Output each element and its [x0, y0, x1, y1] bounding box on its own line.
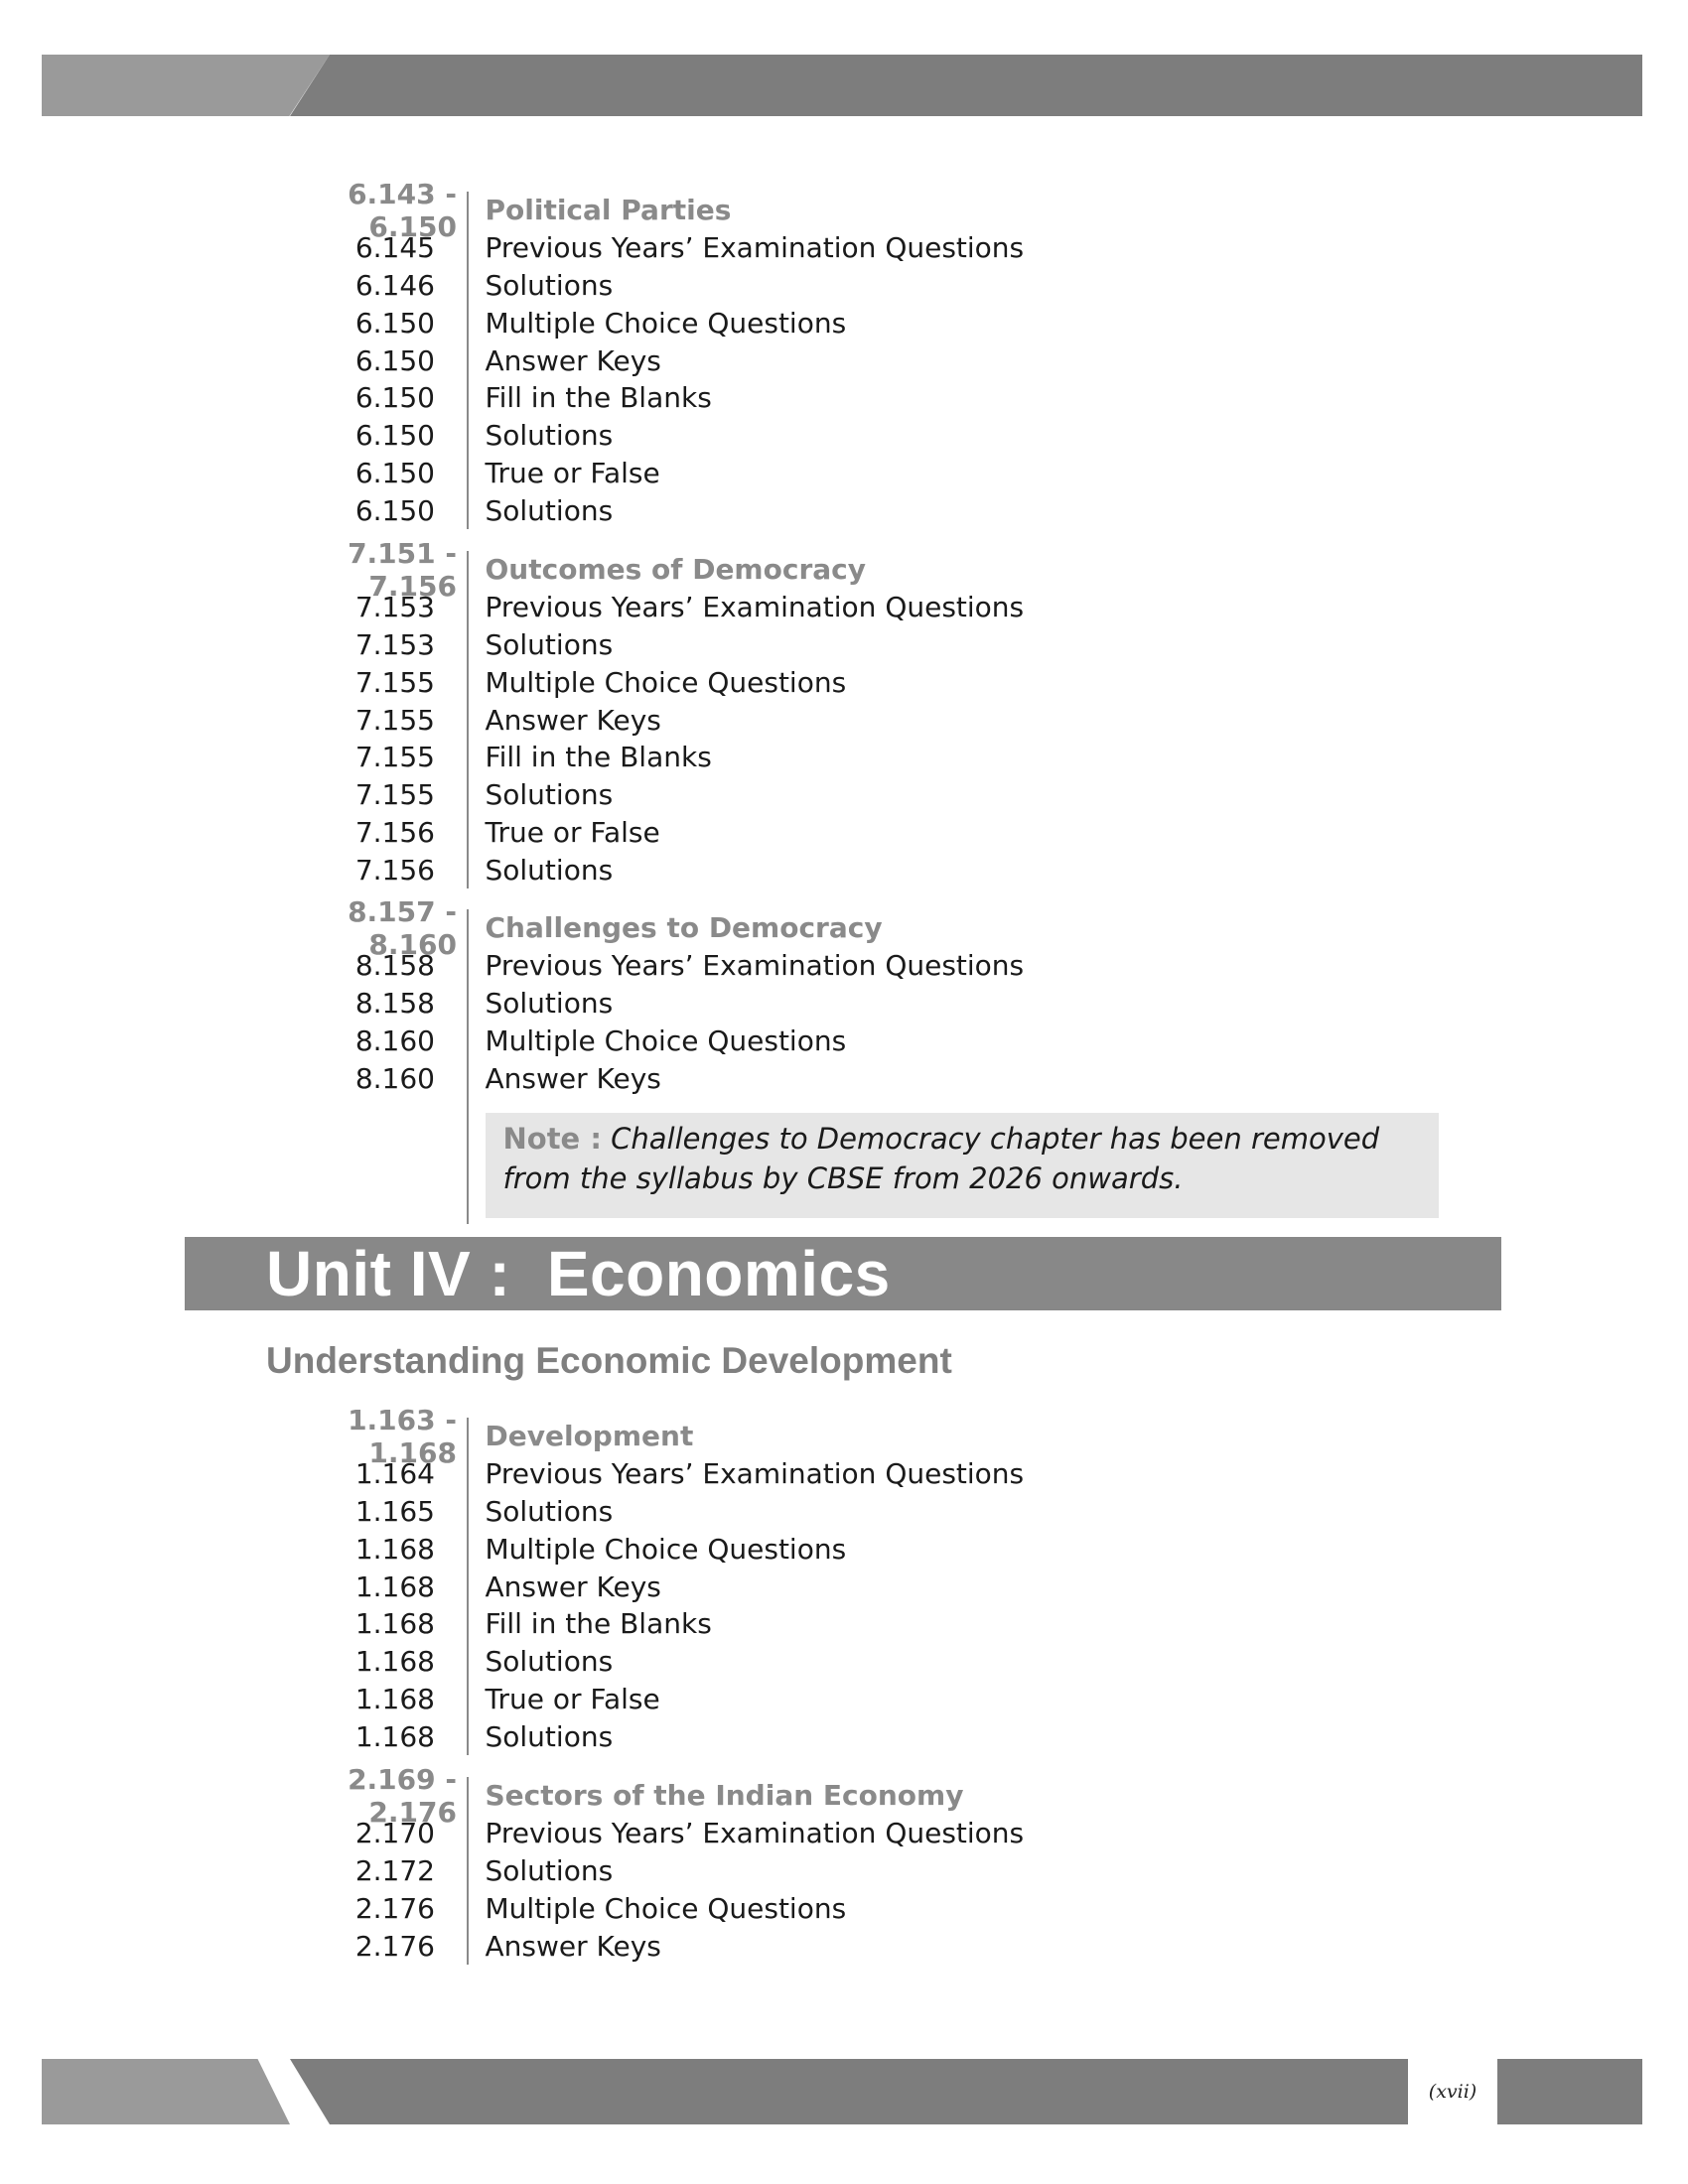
toc-entry-page: 7.156: [354, 815, 435, 849]
toc-entry-label: Answer Keys: [485, 1929, 661, 1963]
toc-entry[interactable]: [258, 1605, 1450, 1643]
toc-entry-label: Fill in the Blanks: [485, 381, 712, 415]
syllabus-note: [486, 1113, 1439, 1218]
toc-entry[interactable]: [258, 1022, 1450, 1059]
toc-section-title: Sectors of the Indian Economy: [485, 1779, 964, 1813]
toc-entry-page: 6.150: [354, 343, 435, 377]
toc-entry-label: True or False: [485, 456, 660, 489]
toc-entry-page: 1.168: [354, 1607, 435, 1641]
unit-subtitle: Understanding Economic Development: [266, 1340, 952, 1381]
toc-entry[interactable]: [258, 455, 1450, 492]
header-band: [42, 55, 1642, 116]
page-number: (xvii): [1408, 2059, 1497, 2124]
toc-entry-label: True or False: [485, 1682, 660, 1715]
toc-entry-label: Solutions: [485, 268, 614, 302]
toc-entry-label: Multiple Choice Questions: [485, 306, 847, 340]
toc-entry-page: 1.168: [354, 1682, 435, 1715]
toc-entry-page: 2.176: [354, 1929, 435, 1963]
toc-entry-label: Solutions: [485, 853, 614, 887]
note-row: [258, 1097, 1450, 1224]
toc-entry-page: 7.155: [354, 665, 435, 699]
toc-section-challenges-to-democracy: [258, 894, 1450, 1224]
note-text: Challenges to Democracy chapter has been removed from the syllabus by CBSE from 2026 onwards.: [502, 1121, 1380, 1195]
toc-entry-label: Multiple Choice Questions: [485, 1532, 847, 1566]
toc-section-outcomes-of-democracy: [258, 536, 1450, 888]
toc-entry[interactable]: [258, 626, 1450, 664]
toc-entry[interactable]: [258, 341, 1450, 379]
toc-entry[interactable]: [258, 267, 1450, 305]
toc-entry-label: Solutions: [485, 419, 614, 453]
toc-page-range: 8.157 - 8.160: [348, 894, 457, 961]
toc-entry-page: 7.155: [354, 703, 435, 737]
toc-entry-label: Solutions: [485, 1719, 614, 1753]
toc-entry-page: 6.150: [354, 493, 435, 527]
toc-section-heading: [258, 1762, 1450, 1829]
toc-page-range: 2.169 - 2.176: [348, 1762, 457, 1829]
footer-band: [42, 2059, 1642, 2124]
toc-entry-page: 8.158: [354, 949, 435, 983]
toc-entry-label: Answer Keys: [485, 343, 661, 377]
toc-entry-label: Previous Years’ Examination Questions: [485, 231, 1025, 265]
toc-section-title: Development: [485, 1420, 694, 1453]
toc-entry[interactable]: [258, 1852, 1450, 1890]
toc-entry-label: Solutions: [485, 1645, 614, 1679]
toc-entry-label: Fill in the Blanks: [485, 741, 712, 774]
toc-entry[interactable]: [258, 814, 1450, 852]
toc-entry[interactable]: [258, 663, 1450, 701]
toc-entry-label: Previous Years’ Examination Questions: [485, 949, 1025, 983]
toc-section-heading: [258, 536, 1450, 603]
toc-entry-label: Solutions: [485, 778, 614, 812]
unit-banner: [185, 1237, 1501, 1310]
toc-entry[interactable]: [258, 985, 1450, 1023]
toc-entry-page: 1.168: [354, 1570, 435, 1603]
toc-entry-label: Previous Years’ Examination Questions: [485, 591, 1025, 624]
toc-entry-label: Solutions: [485, 986, 614, 1020]
toc-section-title: Political Parties: [485, 194, 732, 227]
toc-entry-page: 8.160: [354, 1061, 435, 1095]
toc-entry[interactable]: [258, 1927, 1450, 1965]
toc-entry-page: 6.150: [354, 381, 435, 415]
toc-entry-label: Solutions: [485, 627, 614, 661]
toc-entry-label: Answer Keys: [485, 1061, 661, 1095]
toc-entry[interactable]: [258, 1643, 1450, 1681]
toc-entry-page: 6.145: [354, 231, 435, 265]
toc-entry[interactable]: [258, 701, 1450, 739]
toc-page-range: 7.151 - 7.156: [348, 536, 457, 603]
toc-entry[interactable]: [258, 1681, 1450, 1718]
toc-page-range: 6.143 - 6.150: [348, 177, 457, 243]
toc-section-title: Outcomes of Democracy: [485, 553, 866, 587]
toc-entry[interactable]: [258, 1568, 1450, 1605]
toc-entry-label: Multiple Choice Questions: [485, 665, 847, 699]
toc-divider: [467, 1097, 469, 1224]
footer-band-light: [42, 2059, 290, 2124]
toc-entry[interactable]: [258, 304, 1450, 341]
toc-entry-label: Multiple Choice Questions: [485, 1891, 847, 1925]
toc-section-heading: [258, 177, 1450, 243]
toc-entry[interactable]: [258, 851, 1450, 888]
toc-entry-page: 1.168: [354, 1532, 435, 1566]
toc-entry[interactable]: [258, 1717, 1450, 1755]
toc-entry-page: 2.170: [354, 1817, 435, 1850]
note-label: Note :: [502, 1121, 602, 1156]
toc-entry[interactable]: [258, 1493, 1450, 1531]
toc-entry[interactable]: [258, 229, 1450, 267]
toc-entry-label: Solutions: [485, 1853, 614, 1887]
toc-section-heading: [258, 894, 1450, 961]
toc-entry[interactable]: [258, 417, 1450, 455]
toc-entry[interactable]: [258, 1059, 1450, 1097]
toc-entry-page: 1.165: [354, 1494, 435, 1528]
toc-entry-page: 7.153: [354, 627, 435, 661]
toc-entry-label: Fill in the Blanks: [485, 1607, 712, 1641]
toc-entry-label: Answer Keys: [485, 703, 661, 737]
toc-entry-label: Solutions: [485, 1494, 614, 1528]
toc-section-political-parties: [258, 177, 1450, 529]
toc-section-sectors-of-indian-economy: [258, 1762, 1450, 1965]
toc-section-development: [258, 1403, 1450, 1755]
header-band-light: [42, 55, 330, 116]
toc-entry[interactable]: [258, 1889, 1450, 1927]
header-band-dark: [290, 55, 1642, 116]
toc-entry-label: Multiple Choice Questions: [485, 1024, 847, 1057]
toc-entry-page: 2.176: [354, 1891, 435, 1925]
toc-entry[interactable]: [258, 589, 1450, 626]
toc-entry-page: 7.155: [354, 778, 435, 812]
toc-entry[interactable]: [258, 1815, 1450, 1852]
toc-entry-page: 1.168: [354, 1645, 435, 1679]
toc-entry[interactable]: [258, 1530, 1450, 1568]
toc-entry-page: 8.158: [354, 986, 435, 1020]
toc-entry-page: 7.153: [354, 591, 435, 624]
toc-entry-label: Solutions: [485, 493, 614, 527]
toc-entry-label: Answer Keys: [485, 1570, 661, 1603]
unit-title: Unit IV : Economics: [266, 1238, 891, 1309]
toc-section-title: Challenges to Democracy: [485, 911, 883, 945]
toc-entry-page: 7.156: [354, 853, 435, 887]
toc-entry-page: 6.150: [354, 306, 435, 340]
toc-entry[interactable]: [258, 739, 1450, 776]
toc-entry-page: 6.150: [354, 419, 435, 453]
toc-entry[interactable]: [258, 947, 1450, 985]
toc-page-range: 1.163 - 1.168: [348, 1403, 457, 1469]
toc-entry[interactable]: [258, 491, 1450, 529]
toc-entry-page: 1.164: [354, 1457, 435, 1491]
toc-entry-label: True or False: [485, 815, 660, 849]
toc-entry-page: 7.155: [354, 741, 435, 774]
toc-entry-page: 6.146: [354, 268, 435, 302]
toc-entry[interactable]: [258, 776, 1450, 814]
toc-entry-page: 8.160: [354, 1024, 435, 1057]
toc-section-heading: [258, 1403, 1450, 1469]
toc-entry-page: 2.172: [354, 1853, 435, 1887]
toc-entry-page: 1.168: [354, 1719, 435, 1753]
toc-entry-page: 6.150: [354, 456, 435, 489]
toc-entry-label: Previous Years’ Examination Questions: [485, 1457, 1025, 1491]
toc-entry-label: Previous Years’ Examination Questions: [485, 1817, 1025, 1850]
toc-entry[interactable]: [258, 379, 1450, 417]
toc-entry[interactable]: [258, 1455, 1450, 1493]
